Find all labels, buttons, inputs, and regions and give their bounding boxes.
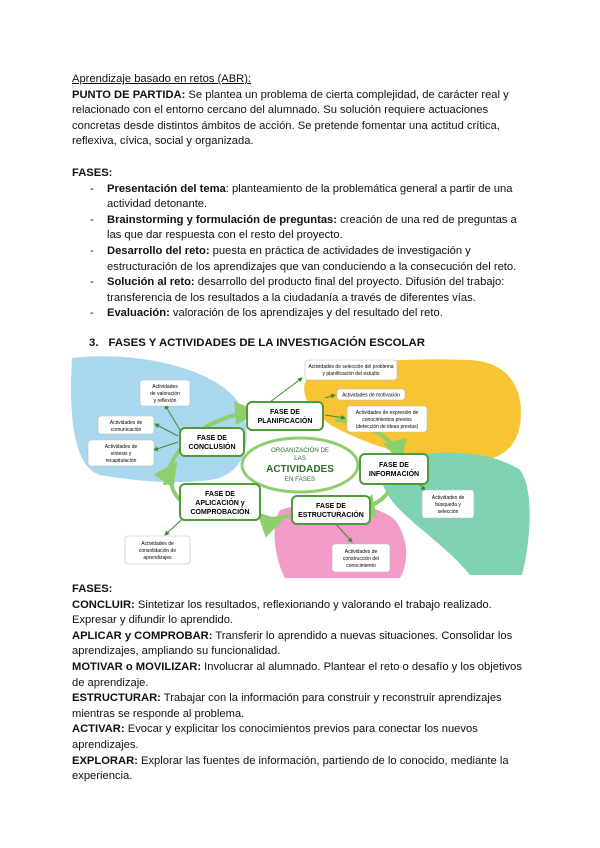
fases-title-1: FASES: (72, 166, 113, 179)
list-item (90, 275, 532, 306)
diagram-shape (180, 428, 244, 456)
diagram-label: y reflexión (153, 398, 177, 404)
diagram-label: FASE DE (316, 503, 346, 510)
item-text: Sintetizar los resultados, reflexionando y valorando el trabajo realizado. Expresar y difundir lo aprendido. (72, 598, 492, 627)
punto-de-partida (72, 88, 532, 150)
diagram-label: FASE DE (270, 409, 300, 416)
diagram-label: ESTRUCTURACIÓN (298, 512, 364, 519)
item-label: Evaluación: (107, 307, 170, 320)
item-label: CONCLUIR: (72, 598, 135, 611)
diagram-label: conocimiento (346, 563, 376, 569)
cycle-arrow (260, 515, 290, 519)
diagram-label: FASE DE (379, 462, 409, 469)
section-title: FASES Y ACTIVIDADES DE LA INVESTIGACIÓN ESCOLAR (108, 336, 425, 349)
list-item (72, 722, 532, 753)
note-apl1 (125, 536, 190, 564)
diagram-label: FASE DE (197, 435, 227, 442)
diagram-label: comunicación (110, 427, 142, 433)
phase-informacion (360, 454, 428, 484)
note-estr1 (332, 544, 390, 572)
diagram-shape (247, 402, 323, 430)
center-l1: ORGANIZACIÓN DE (270, 447, 330, 454)
diagram-shape (360, 454, 428, 484)
list-item (72, 598, 532, 629)
phase-planificacion (247, 402, 323, 430)
phase-conclusion (180, 428, 244, 456)
diagram-label: búsqueda y (435, 502, 461, 508)
diagram-label: consolidación de (138, 548, 177, 554)
document-upper (72, 72, 532, 352)
diagram-label: (detección de ideas previas) (355, 424, 419, 430)
list-item (72, 629, 532, 660)
diagram-label: APLICACIÓN y (195, 500, 245, 507)
diagram-label: aprendizajes (143, 555, 172, 561)
diagram-label: FASE DE (205, 491, 235, 498)
item-text: : planteamiento de la problemática general a partir de una actividad detonante. (107, 182, 513, 211)
diagram-label: Actividades de selección del problema (308, 364, 394, 370)
diagram-shape (270, 378, 302, 402)
list-item (72, 754, 532, 785)
diagram-label: INFORMACIÓN (368, 471, 420, 478)
diagram-label: selección (437, 509, 459, 515)
item-text: valoración de los aprendizajes y del resultado del reto. (169, 307, 443, 320)
diagram-shape (305, 360, 397, 380)
item-label: Presentación del tema (107, 182, 226, 195)
list-item (72, 691, 532, 722)
diagram-label: Actividades de motivación (342, 392, 400, 399)
item-label: Solución al reto: (107, 276, 195, 289)
center-l4: EN FASES (284, 476, 316, 483)
diagram-shape (292, 496, 370, 524)
item-text: Evocar y explicitar los conocimientos previos para conectar los nuevos aprendizajes. (72, 723, 478, 751)
center-l3: ACTIVIDADES (266, 464, 334, 475)
item-text: desarrollo del producto final del proyecto. Difusión del trabajo: transferencia de los resultados a la ciudadanía a través de diferentes vías. (107, 276, 505, 304)
item-label: Desarrollo del reto: (107, 244, 210, 257)
fases-title-2: FASES: (72, 583, 113, 595)
diagram-label: COMPROBACIÓN (190, 509, 250, 516)
item-text: Explorar las fuentes de información, partiendo de lo conocido, mediante la experiencia. (72, 754, 509, 783)
section-number: 3. (89, 336, 99, 349)
note-conc1 (140, 380, 190, 406)
note-plan2 (337, 389, 405, 400)
item-text: creación de una red de preguntas a las que dar respuesta con el resto del proyecto. (107, 213, 517, 242)
document-lower (72, 582, 532, 785)
punto-text: Se plantea un problema de cierta complejidad, de carácter real y relacionado con el entorno cercano del alumnado. Su solución requiere actuaciones concretas desde distintos ámbitos de acción. Se pretende fomentar una actitud crítica, reflexiva, cívica, social y organizada. (72, 88, 509, 148)
note-plan1 (305, 360, 397, 380)
fases-list-1 (72, 182, 532, 322)
item-label: Brainstorming y formulación de preguntas: (107, 213, 337, 226)
item-label: MOTIVAR o MOVILIZAR: (72, 660, 202, 673)
note-plan3 (347, 406, 427, 432)
diagram-label: construcción del (342, 556, 380, 562)
item-label: ESTRUCTURAR: (72, 692, 161, 705)
note-conc3 (88, 440, 154, 466)
note-conc2 (98, 416, 154, 434)
phases-diagram (70, 350, 530, 578)
diagram-label: PLANIFICACIÓN (257, 418, 313, 425)
list-item (90, 213, 532, 244)
diagram-label: Actividades de (109, 420, 143, 426)
center-l2: LAS (294, 455, 306, 462)
list-item (90, 306, 532, 322)
item-text: Involucrar al alumnado. Plantear el reto o desafío y los objetivos de aprendizaje. (72, 660, 522, 689)
item-text: puesta en práctica de actividades de investigación y estructuración de los aprendizajes que van conduciendo a la consecución del reto. (107, 244, 517, 273)
diagram-label: Actividades de expresión de (355, 410, 419, 416)
diagram-label: recapitulación (105, 458, 137, 464)
item-label: EXPLORAR: (72, 754, 138, 767)
list-item (90, 244, 532, 275)
note-info1 (422, 490, 474, 518)
diagram-label: y planificación del estudio (322, 371, 380, 377)
abr-heading: Aprendizaje basado en retos (ABR): (72, 73, 252, 85)
diagram-label: Actividades de (344, 549, 378, 555)
diagram-label: Actividades de (431, 495, 465, 501)
phase-aplicacion (180, 484, 260, 520)
diagram-label: de valoración (150, 391, 180, 397)
diagram-label: Actividades (152, 384, 178, 390)
punto-label: PUNTO DE PARTIDA: (72, 88, 186, 101)
diagram-svg (70, 350, 530, 578)
item-label: APLICAR y COMPROBAR: (72, 629, 213, 642)
phase-estructuracion (292, 496, 370, 524)
list-item (90, 182, 532, 213)
item-text: Transferir lo aprendido a nuevas situaciones. Consolidar los aprendizajes, ampliando su funcionalidad. (72, 629, 513, 658)
diagram-label: CONCLUSIÓN (188, 444, 236, 451)
diagram-label: Actividades de (141, 541, 174, 547)
diagram-label: síntesis y (110, 451, 132, 457)
diagram-label: conocimientos previos (362, 417, 412, 423)
diagram-label: Actividades de (104, 444, 138, 450)
item-text: Trabajar con la información para construir y reconstruir aprendizajes mientras se responde al problema. (72, 692, 502, 720)
item-label: ACTIVAR: (72, 723, 125, 736)
list-item (72, 660, 532, 691)
